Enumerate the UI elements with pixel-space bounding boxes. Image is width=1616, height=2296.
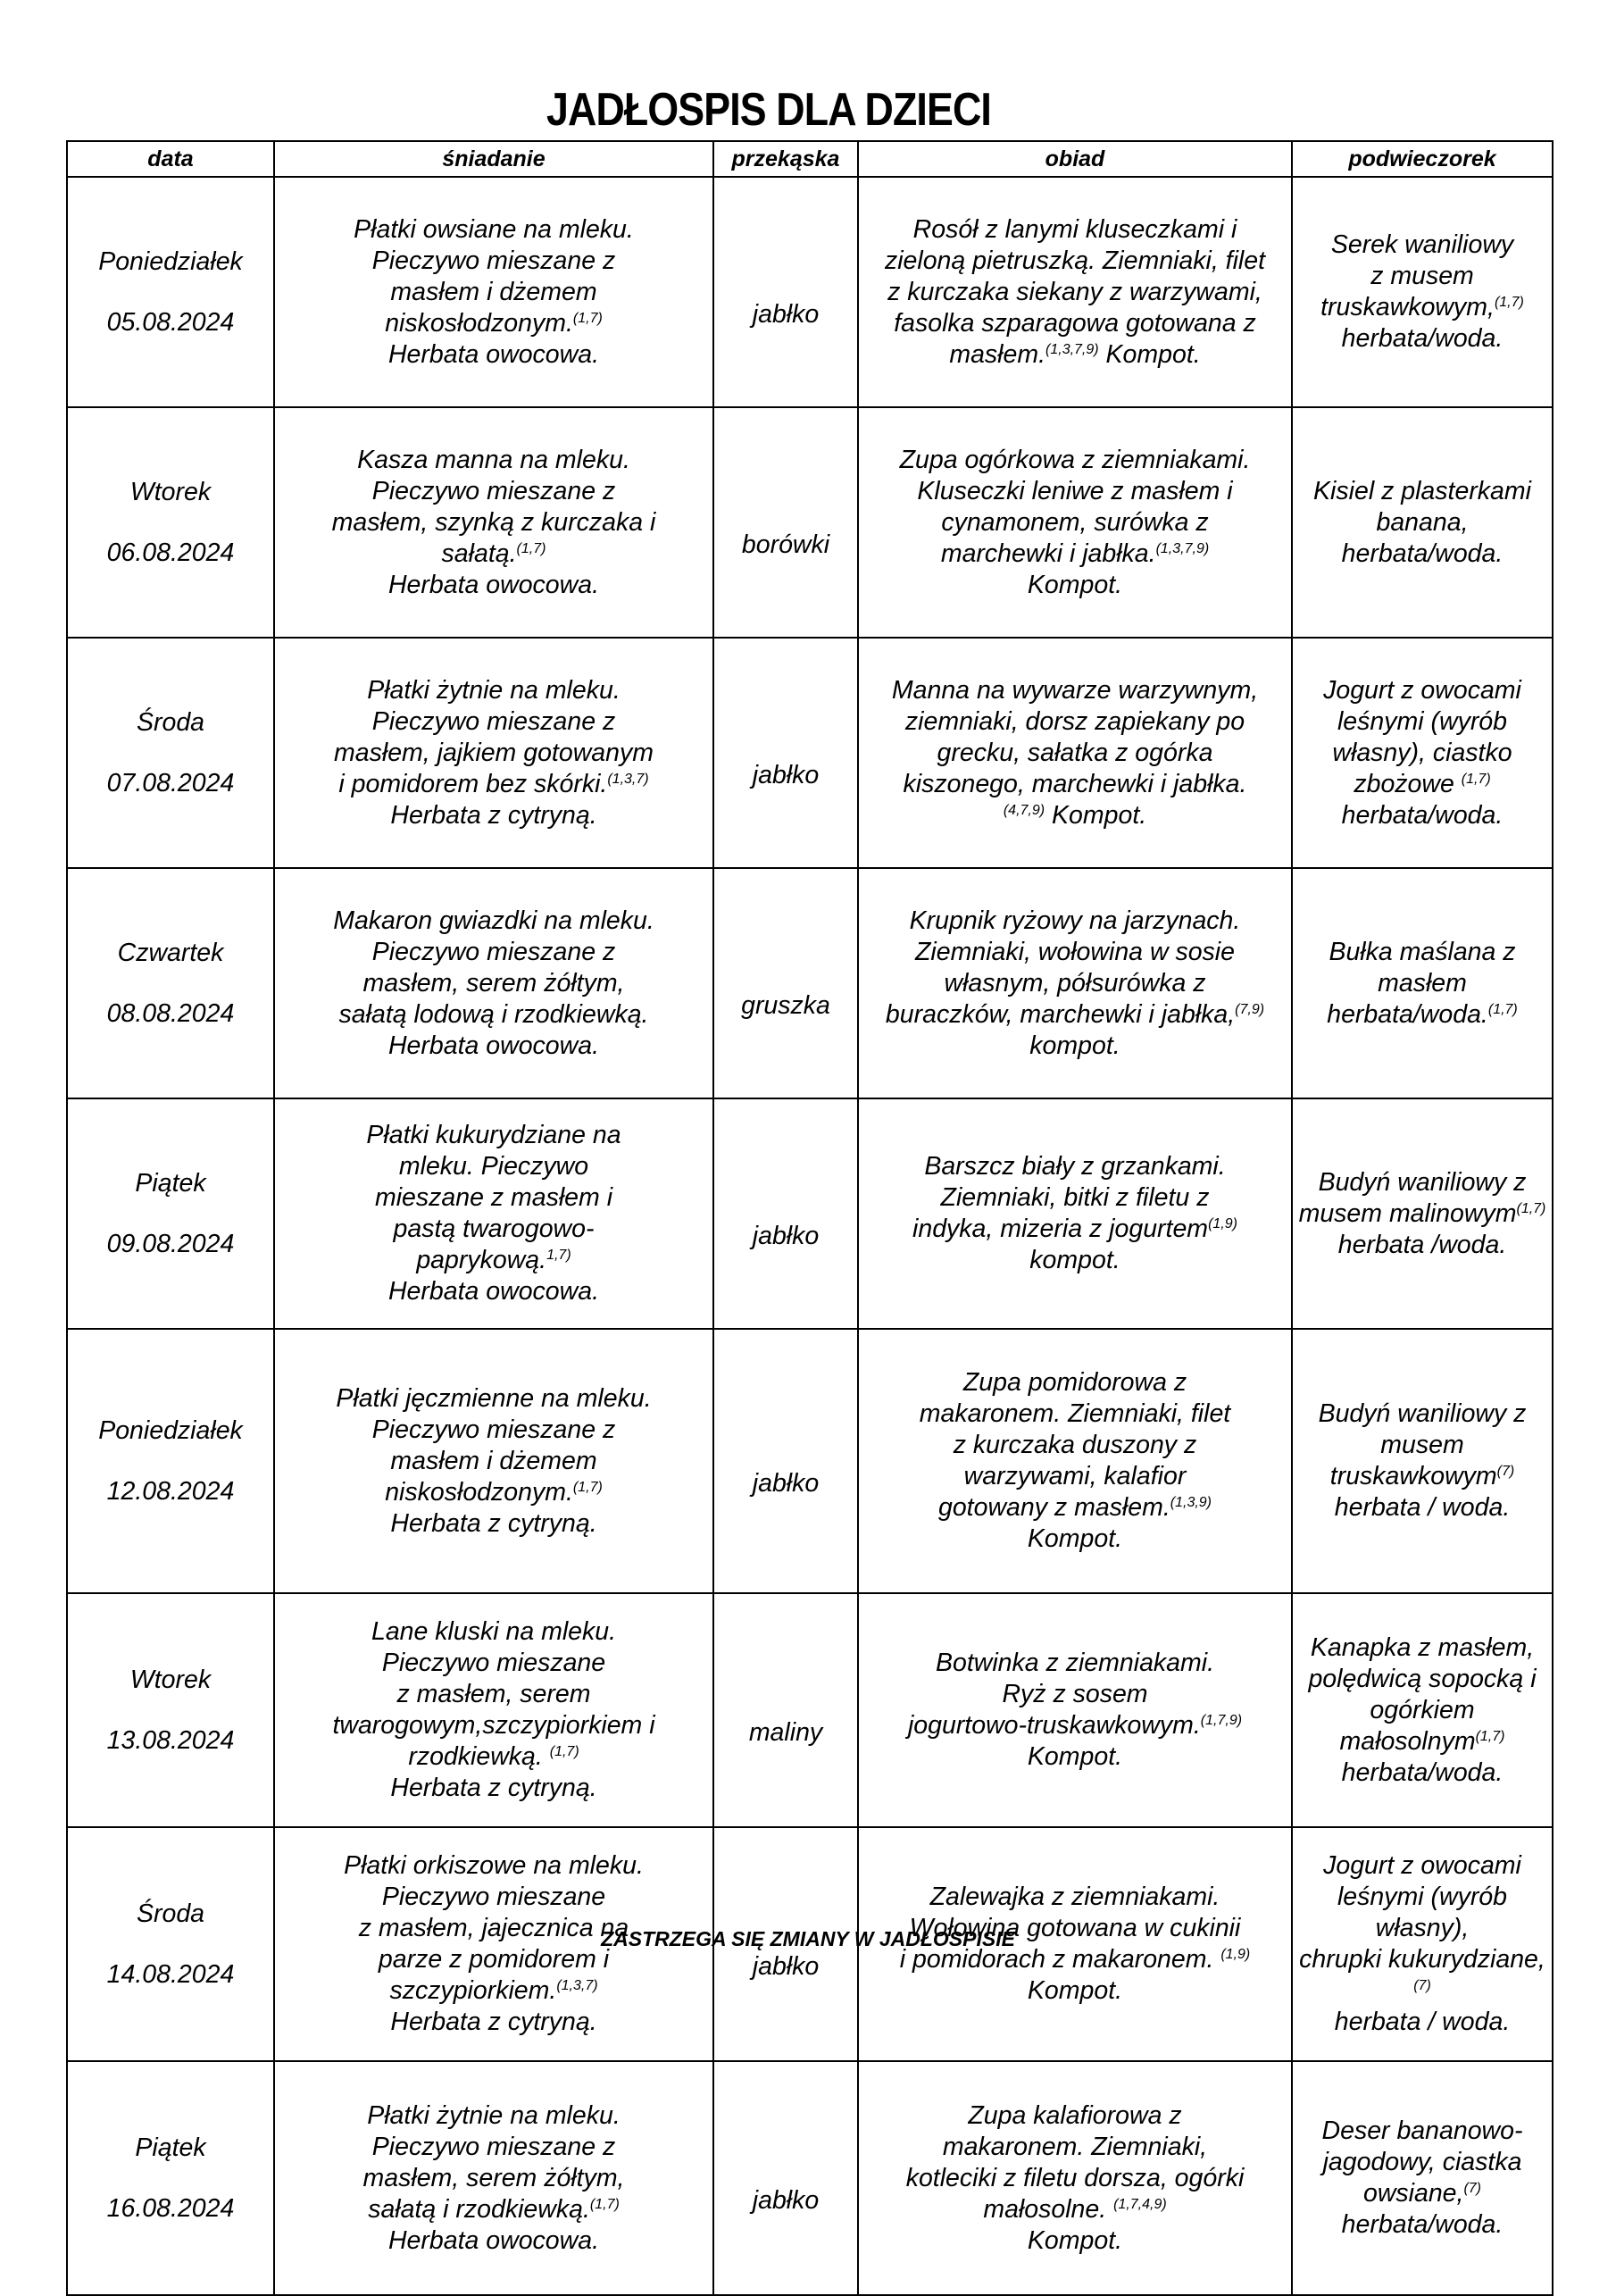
afternoon-cell [1292, 638, 1553, 868]
afternoon-cell-tail: herbata/woda. [1341, 2210, 1504, 2239]
afternoon-cell [1292, 868, 1553, 1098]
allergen-codes: (1,3,7) [607, 771, 649, 787]
breakfast-cell-text: Makaron gwiazdki na mleku. Pieczywo mieszane z masłem, serem żółtym, sałatą lodową i rzodkiewką. Herbata owocowa. [333, 906, 654, 1060]
day-row [67, 1593, 1553, 1827]
breakfast-cell-tail: Herbata owocowa. [387, 339, 600, 369]
lunch-cell-text: Zupa pomidorowa z makaronem. Ziemniaki, filet z kurczaka duszony z warzywami, kalafior gotowany z masłem. [919, 1368, 1231, 1522]
allergen-codes: (7,9) [1235, 1001, 1265, 1017]
breakfast-cell-text: Kasza manna na mleku. Pieczywo mieszane z masłem, szynką z kurczaka i sałatą. [331, 445, 656, 568]
afternoon-cell-text: Kisiel z plasterkami banana, herbata/woda. [1313, 476, 1531, 568]
lunch-cell [858, 638, 1292, 868]
breakfast-cell-tail: Herbata z cytryną. [390, 1508, 597, 1538]
breakfast-cell-text: Płatki jęczmienne na mleku. Pieczywo mieszane z masłem i dżemem niskosłodzonym. [336, 1383, 652, 1507]
afternoon-cell-text: Bułka maślana z masłem herbata/woda. [1327, 937, 1516, 1029]
breakfast-cell-tail: Herbata z cytryną. [390, 1774, 597, 1802]
breakfast-cell-tail: Herbata owocowa. [387, 570, 600, 599]
day-date-cell [67, 638, 274, 868]
lunch-cell [858, 1593, 1292, 1827]
breakfast-cell [274, 2061, 713, 2295]
allergen-codes: (1,7,4,9) [1113, 2196, 1167, 2212]
allergen-codes: (1,7) [572, 1479, 603, 1495]
day-row [67, 407, 1553, 638]
day-name: Piątek [135, 1168, 206, 1198]
day-date: 14.08.2024 [106, 1959, 235, 1989]
afternoon-cell-text: Serek waniliowy z musem truskawkowym, [1320, 230, 1514, 321]
day-name: Czwartek [117, 938, 224, 967]
menu-table [66, 140, 1554, 2296]
allergen-codes: (1,7) [589, 2196, 620, 2212]
lunch-cell [858, 177, 1292, 407]
snack-cell: jabłko [713, 1098, 858, 1329]
header-lunch: obiad [858, 141, 1292, 177]
header-date: data [67, 141, 274, 177]
afternoon-cell-text: Budyń waniliowy z musem truskawkowym [1318, 1399, 1527, 1490]
allergen-codes: (1,3,7) [556, 1978, 598, 1993]
breakfast-cell [274, 407, 713, 638]
day-row [67, 1329, 1553, 1593]
snack-cell: jabłko [713, 1827, 858, 2061]
day-date-cell [67, 1329, 274, 1593]
afternoon-cell [1292, 1098, 1553, 1329]
breakfast-cell-text: Płatki żytnie na mleku. Pieczywo mieszane z masłem, jajkiem gotowanym i pomidorem bez skórki. [334, 675, 654, 798]
lunch-cell-tail: kompot. [1029, 1246, 1120, 1274]
lunch-cell [858, 407, 1292, 638]
day-date: 09.08.2024 [106, 1229, 235, 1258]
afternoon-cell-tail: herbata/woda. [1341, 1757, 1504, 1787]
lunch-cell [858, 2061, 1292, 2295]
allergen-codes: (1,7) [1475, 1728, 1505, 1744]
allergen-codes: (1,9) [1220, 1947, 1251, 1962]
breakfast-cell [274, 177, 713, 407]
header-row [67, 141, 1553, 177]
snack-cell: maliny [713, 1593, 858, 1827]
allergen-codes: (1,7) [516, 540, 546, 556]
lunch-cell-text: Krupnik ryżowy na jarzynach. Ziemniaki, wołowina w sosie własnym, półsurówka z buraczków, marchewki i jabłka, [885, 906, 1241, 1029]
breakfast-cell-tail: Herbata owocowa. [387, 1277, 600, 1306]
afternoon-cell-text: Deser bananowo- jagodowy, ciastka owsiane, [1321, 2116, 1523, 2208]
lunch-cell [858, 1098, 1292, 1329]
snack-cell: borówki [713, 407, 858, 638]
lunch-cell-tail: Kompot. [1027, 1742, 1123, 1771]
breakfast-cell-tail: Herbata z cytryną. [390, 800, 597, 830]
lunch-cell-tail: Kompot. [1045, 800, 1147, 830]
breakfast-cell-tail: Herbata z cytryną. [390, 2008, 597, 2036]
breakfast-cell [274, 638, 713, 868]
day-date: 13.08.2024 [106, 1725, 235, 1755]
allergen-codes: (7) [1413, 1978, 1431, 1993]
day-date: 16.08.2024 [106, 2193, 235, 2223]
day-date-cell [67, 2061, 274, 2295]
allergen-codes: (1,7,9) [1200, 1713, 1243, 1728]
lunch-cell-tail: Kompot. [1027, 570, 1123, 599]
lunch-cell-tail: Kompot. [1027, 2225, 1123, 2255]
allergen-codes: (1,3,9) [1170, 1495, 1212, 1510]
allergen-codes: (1,7) [1516, 1200, 1546, 1216]
allergen-codes: (1,7) [1487, 1001, 1518, 1017]
breakfast-cell [274, 1329, 713, 1593]
breakfast-cell-text: Lane kluski na mleku. Pieczywo mieszane z masłem, serem twarogowym,szczypiorkiem i rzodkiewką. [332, 1617, 655, 1771]
breakfast-cell [274, 1593, 713, 1827]
lunch-cell-text: Rosół z lanymi kluseczkami i zieloną pietruszką. Ziemniaki, filet z kurczaka siekany z warzywami, fasolka szparagowa gotowana z masłem. [884, 214, 1266, 369]
day-name: Poniedziałek [98, 246, 243, 276]
lunch-cell [858, 1329, 1292, 1593]
allergen-codes: (7) [1496, 1464, 1515, 1479]
allergen-codes: (1,7) [549, 1744, 579, 1759]
lunch-cell-text: Barszcz biały z grzankami. Ziemniaki, bitki z filetu z indyka, mizeria z jogurtem [912, 1152, 1226, 1243]
lunch-cell-text: Botwinka z ziemniakami. Ryż z sosem jogurtowo-truskawkowym. [907, 1649, 1215, 1740]
afternoon-cell-text: Budyń waniliowy z musem malinowym [1298, 1167, 1527, 1228]
lunch-cell-tail: Kompot. [1027, 1976, 1123, 2005]
menu-title: JADŁOSPIS DLA DZIECI [546, 84, 991, 136]
allergen-codes: (7) [1463, 2181, 1482, 2196]
afternoon-cell-text: Jogurt z owocami leśnymi (wyrób własny), ciastko zbożowe [1323, 675, 1521, 798]
menu-change-notice: ZASTRZEGA SIĘ ZMIANY W JADŁOSPISIE [601, 1927, 1015, 1950]
afternoon-cell-text: Jogurt z owocami leśnymi (wyrób własny), chrupki kukurydziane, [1299, 1851, 1545, 1974]
snack-cell: jabłko [713, 1329, 858, 1593]
day-row [67, 1098, 1553, 1329]
lunch-cell-text: Manna na wywarze warzywnym, ziemniaki, dorsz zapiekany po grecku, sałatka z ogórka kiszonego, marchewki i jabłka. [891, 675, 1259, 798]
afternoon-cell-tail: herbata/woda. [1341, 800, 1504, 830]
allergen-codes: (1,7) [1461, 771, 1491, 787]
afternoon-cell [1292, 1329, 1553, 1593]
allergen-codes: 1,7) [546, 1248, 571, 1263]
allergen-codes: (1,7) [1494, 295, 1524, 310]
day-date: 12.08.2024 [106, 1476, 235, 1506]
header-snack: przekąska [713, 141, 858, 177]
allergen-codes: (4,7,9) [1003, 802, 1045, 818]
afternoon-cell [1292, 1593, 1553, 1827]
day-date-cell [67, 177, 274, 407]
afternoon-cell-tail: herbata/woda. [1341, 324, 1504, 353]
afternoon-cell-tail: herbata /woda. [1337, 1230, 1507, 1259]
breakfast-cell-text: Płatki kukurydziane na mleku. Pieczywo mieszane z masłem i pastą twarogowo- paprykową. [366, 1121, 621, 1274]
header-breakfast: śniadanie [274, 141, 713, 177]
day-date-cell [67, 868, 274, 1098]
breakfast-cell-text: Płatki żytnie na mleku. Pieczywo mieszane z masłem, serem żółtym, sałatą i rzodkiewką. [362, 2100, 625, 2224]
lunch-cell-text: Zalewajka z ziemniakami. Wołowina gotowana w cukinii i pomidorach z makaronem. [899, 1883, 1241, 1974]
afternoon-cell [1292, 407, 1553, 638]
snack-cell: jabłko [713, 2061, 858, 2295]
lunch-cell [858, 868, 1292, 1098]
menu-body [67, 177, 1553, 2295]
lunch-cell-text: Zupa kalafiorowa z makaronem. Ziemniaki, kotleciki z filetu dorsza, ogórki małosolne. [905, 2100, 1245, 2224]
day-date: 07.08.2024 [106, 768, 235, 797]
day-row [67, 638, 1553, 868]
allergen-codes: (1,3,7,9) [1045, 341, 1099, 357]
day-name: Środa [136, 1899, 205, 1928]
allergen-codes: (1,3,7,9) [1155, 540, 1210, 556]
day-name: Poniedziałek [98, 1415, 243, 1445]
header-afternoon: podwieczorek [1292, 141, 1553, 177]
day-date: 08.08.2024 [106, 998, 235, 1028]
day-name: Środa [136, 707, 205, 737]
afternoon-cell [1292, 2061, 1553, 2295]
afternoon-cell-tail: herbata / woda. [1334, 2008, 1511, 2036]
allergen-codes: (1,7) [572, 310, 603, 326]
day-date: 05.08.2024 [106, 307, 235, 337]
snack-cell: jabłko [713, 177, 858, 407]
day-row [67, 868, 1553, 1098]
day-row [67, 177, 1553, 407]
day-date-cell [67, 1593, 274, 1827]
snack-cell: jabłko [713, 638, 858, 868]
day-date: 06.08.2024 [106, 538, 235, 567]
breakfast-cell [274, 868, 713, 1098]
breakfast-cell [274, 1098, 713, 1329]
day-name: Wtorek [129, 1665, 212, 1694]
afternoon-cell-text: Kanapka z masłem, polędwicą sopocką i ogórkiem małosolnym [1308, 1632, 1537, 1756]
lunch-cell-tail: Kompot. [1027, 1524, 1123, 1553]
day-name: Piątek [135, 2133, 206, 2162]
breakfast-cell-text: Płatki orkiszowe na mleku. Pieczywo mieszane z masłem, jajecznica na parze z pomidorem i szczypiorkiem. [344, 1851, 644, 2005]
allergen-codes: (1,9) [1208, 1216, 1237, 1231]
lunch-cell-tail: kompot. [1029, 1031, 1120, 1060]
day-name: Wtorek [129, 477, 212, 506]
day-row [67, 2061, 1553, 2295]
snack-cell: gruszka [713, 868, 858, 1098]
lunch-cell-text: Zupa ogórkowa z ziemniakami. Kluseczki leniwe z masłem i cynamonem, surówka z marchewki i jabłka. [899, 445, 1251, 568]
breakfast-cell-text: Płatki owsiane na mleku. Pieczywo mieszane z masłem i dżemem niskosłodzonym. [354, 214, 634, 338]
breakfast-cell-tail: Herbata owocowa. [387, 2225, 600, 2255]
day-date-cell [67, 407, 274, 638]
afternoon-cell [1292, 177, 1553, 407]
afternoon-cell-tail: herbata / woda. [1334, 1493, 1511, 1522]
lunch-cell-tail: Kompot. [1098, 339, 1201, 369]
day-date-cell [67, 1098, 274, 1329]
